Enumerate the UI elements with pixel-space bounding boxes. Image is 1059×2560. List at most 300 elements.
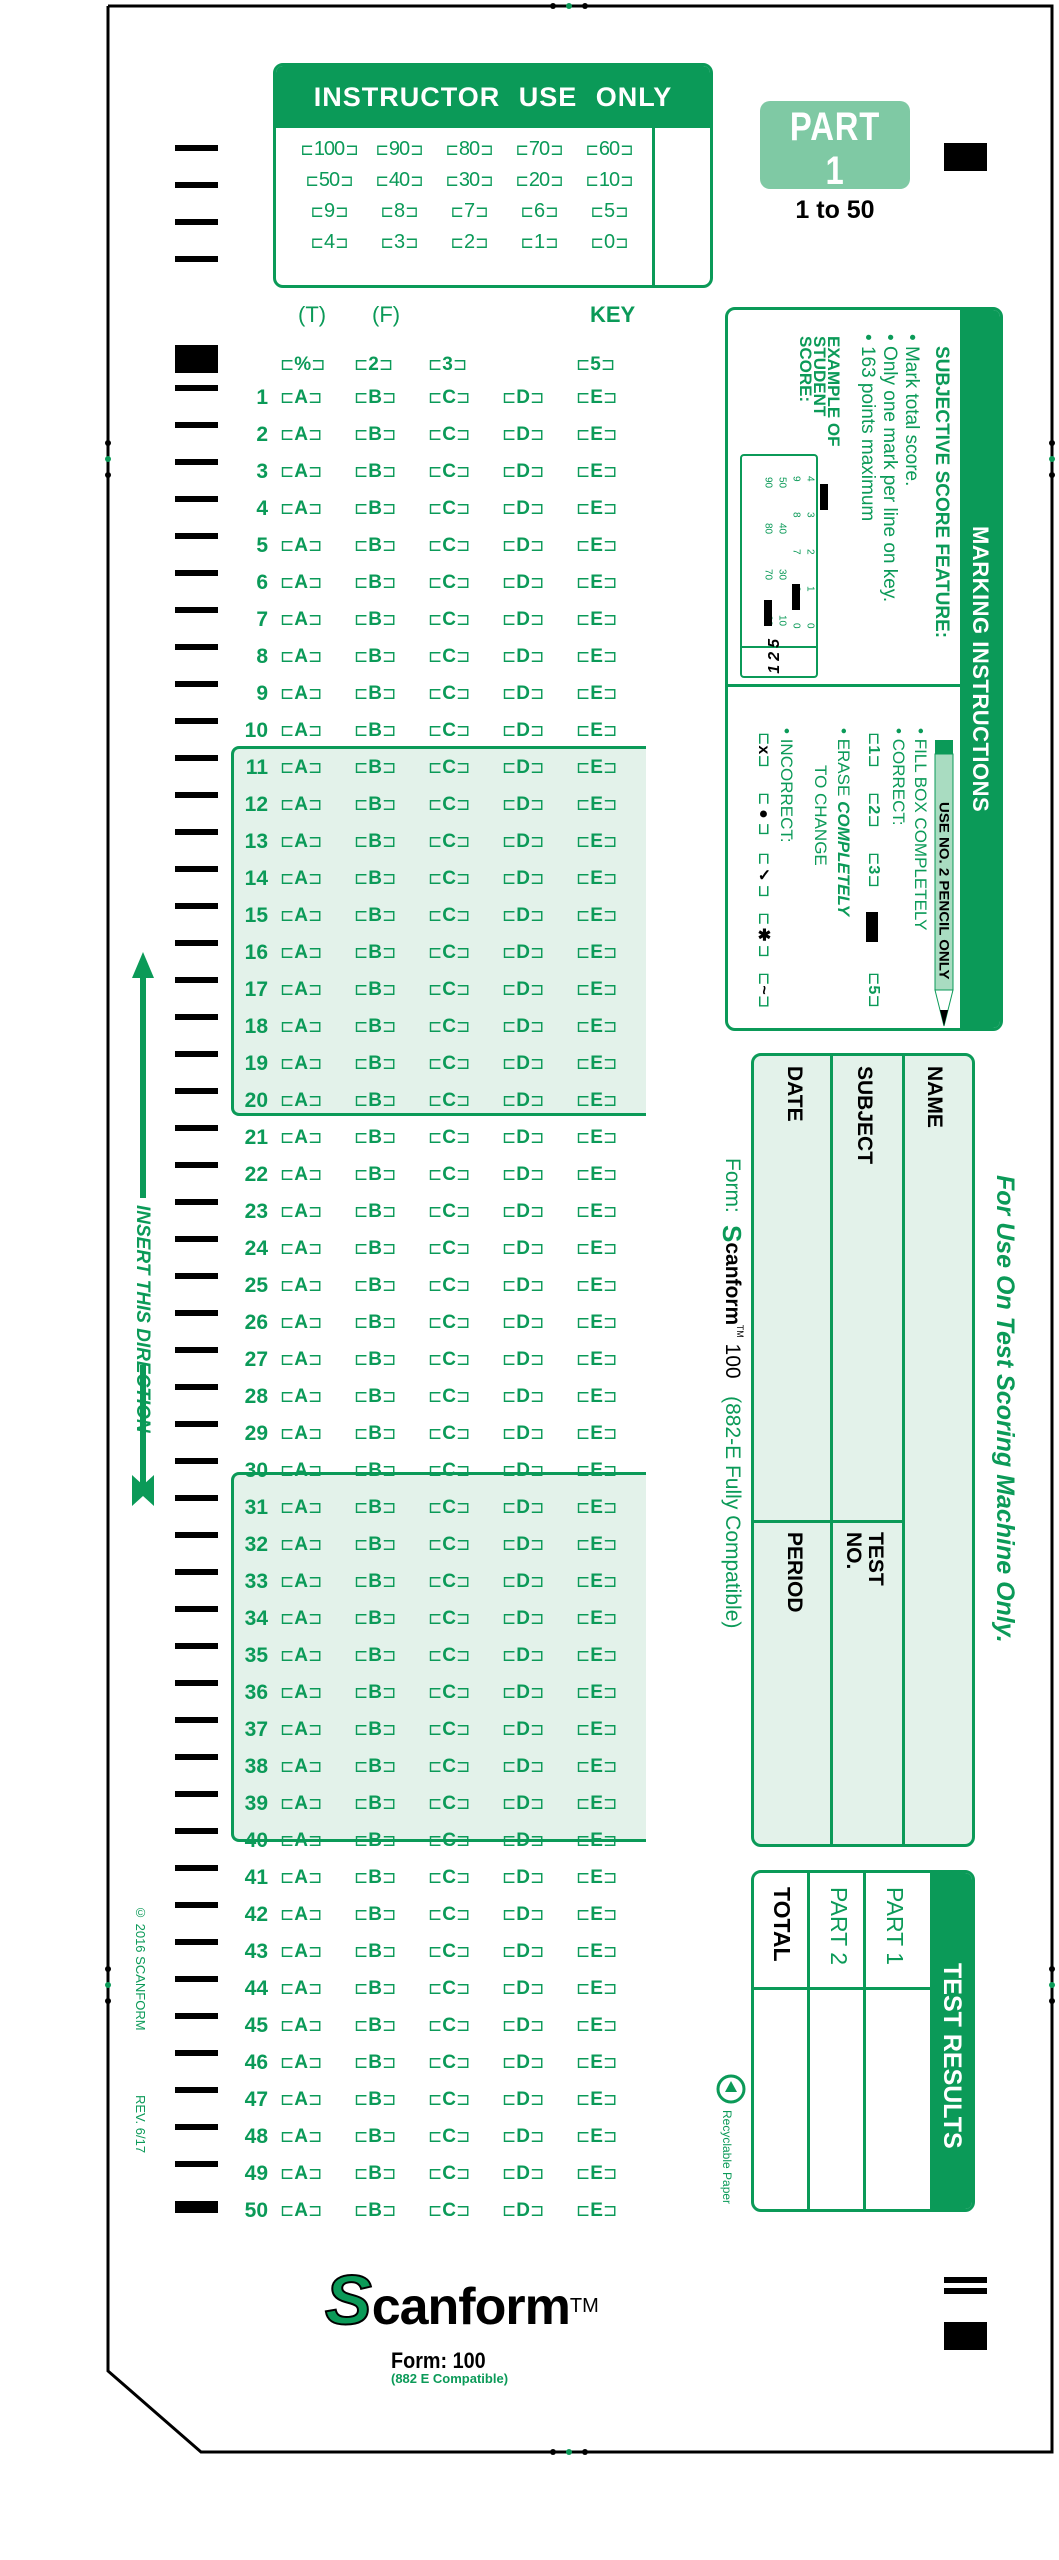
answer-bubble-d[interactable]: ⊏ D ⊐: [502, 1497, 576, 1519]
answer-bubble-d[interactable]: ⊏ D ⊐: [502, 757, 576, 779]
period-field[interactable]: PERIOD: [783, 1532, 806, 1613]
part-badge-title: PART 1: [789, 105, 881, 193]
timing-mark: [175, 1014, 218, 1020]
answer-bubble-e[interactable]: ⊏ E ⊐: [576, 2200, 650, 2222]
answer-bubble-c[interactable]: ⊏ C ⊐: [428, 1608, 502, 1630]
answer-bubble-d[interactable]: ⊏ D ⊐: [502, 1423, 576, 1445]
answer-bubble-c[interactable]: ⊏ C ⊐: [428, 2200, 502, 2222]
answer-bubble-a[interactable]: ⊏ A ⊐: [280, 2126, 354, 2148]
answer-bubble-e[interactable]: ⊏ E ⊐: [576, 2163, 650, 2185]
answer-bubble-c[interactable]: ⊏ C ⊐: [428, 1386, 502, 1408]
answer-bubble-e[interactable]: ⊏ E ⊐: [576, 1090, 650, 1112]
answer-bubble-c[interactable]: ⊏ C ⊐: [428, 1460, 502, 1482]
answer-bubble-e[interactable]: ⊏ E ⊐: [576, 757, 650, 779]
answer-bubble-b[interactable]: ⊏ B ⊐: [354, 1608, 428, 1630]
answer-bubble-c[interactable]: ⊏ C ⊐: [428, 979, 502, 1001]
answer-bubble-a[interactable]: ⊏ A ⊐: [280, 572, 354, 594]
answer-bubble-c[interactable]: ⊏ C ⊐: [428, 1164, 502, 1186]
answer-bubble-c[interactable]: ⊏ C ⊐: [428, 461, 502, 483]
answer-bubble-e[interactable]: ⊏ E ⊐: [576, 1312, 650, 1334]
answer-bubble-e[interactable]: ⊏ E ⊐: [576, 794, 650, 816]
answer-bubble-d[interactable]: ⊏ D ⊐: [502, 868, 576, 890]
answer-bubble-d[interactable]: ⊏ D ⊐: [502, 1830, 576, 1852]
instructor-score-bubble[interactable]: ⊏ 50 ⊐: [294, 169, 364, 192]
answer-bubble-b[interactable]: ⊏ B ⊐: [354, 2163, 428, 2185]
answer-bubble-c[interactable]: ⊏ C ⊐: [428, 1682, 502, 1704]
answer-bubble-b[interactable]: ⊏ B ⊐: [354, 2089, 428, 2111]
question-number: 14: [244, 867, 268, 890]
answer-bubble-d[interactable]: ⊏ D ⊐: [502, 646, 576, 668]
answer-bubble-a[interactable]: ⊏ A ⊐: [280, 2089, 354, 2111]
answer-bubble-d[interactable]: ⊏ D ⊐: [502, 794, 576, 816]
answer-bubble-e[interactable]: ⊏ E ⊐: [576, 905, 650, 927]
answer-bubble-a[interactable]: ⊏ A ⊐: [280, 1127, 354, 1149]
answer-bubble-c[interactable]: ⊏ C ⊐: [428, 942, 502, 964]
answer-bubble-c[interactable]: ⊏ C ⊐: [428, 1016, 502, 1038]
instructor-score-bubble[interactable]: ⊏ 100 ⊐: [294, 138, 364, 161]
answer-row: [230, 1419, 650, 1449]
instructor-score-bubble[interactable]: ⊏ 70 ⊐: [504, 138, 574, 161]
instructor-score-bubble[interactable]: ⊏ 4 ⊐: [294, 231, 364, 254]
test-no-field[interactable]: TEST NO.: [842, 1532, 887, 1586]
answer-bubble-c[interactable]: ⊏ C ⊐: [428, 1867, 502, 1889]
answer-bubble-b[interactable]: ⊏ B ⊐: [354, 1275, 428, 1297]
answer-bubble-c[interactable]: ⊏ C ⊐: [428, 1756, 502, 1778]
answer-bubble-d[interactable]: ⊏ D ⊐: [502, 1016, 576, 1038]
subjective-bullet-2: • Only one mark per line on key.: [879, 334, 900, 603]
answer-bubble-a[interactable]: ⊏ A ⊐: [280, 1238, 354, 1260]
part2-result-label[interactable]: PART 2: [826, 1887, 852, 1965]
answer-bubble-b[interactable]: ⊏ B ⊐: [354, 1867, 428, 1889]
answer-bubble-b[interactable]: ⊏ B ⊐: [354, 1201, 428, 1223]
answer-bubble-b[interactable]: ⊏ B ⊐: [354, 461, 428, 483]
answer-bubble-b[interactable]: ⊏ B ⊐: [354, 646, 428, 668]
answer-bubble-b[interactable]: ⊏ B ⊐: [354, 1719, 428, 1741]
answer-bubble-b[interactable]: ⊏ B ⊐: [354, 1941, 428, 1963]
answer-bubble-e[interactable]: ⊏ E ⊐: [576, 424, 650, 446]
answer-bubble-b[interactable]: ⊏ B ⊐: [354, 683, 428, 705]
answer-bubble-e[interactable]: ⊏ E ⊐: [576, 2126, 650, 2148]
answer-bubble-a[interactable]: ⊏ A ⊐: [280, 683, 354, 705]
answer-bubble-a[interactable]: ⊏ A ⊐: [280, 1793, 354, 1815]
answer-bubble-b[interactable]: ⊏ B ⊐: [354, 2052, 428, 2074]
answer-bubble-a[interactable]: ⊏ A ⊐: [280, 1534, 354, 1556]
answer-bubble-e[interactable]: ⊏ E ⊐: [576, 1682, 650, 1704]
answer-bubble-d[interactable]: ⊏ D ⊐: [502, 2052, 576, 2074]
answer-bubble-d[interactable]: ⊏ D ⊐: [502, 424, 576, 446]
answer-bubble-e[interactable]: ⊏ E ⊐: [576, 1386, 650, 1408]
answer-bubble-b[interactable]: ⊏ B ⊐: [354, 1127, 428, 1149]
answer-bubble-e[interactable]: ⊏ E ⊐: [576, 1571, 650, 1593]
answer-bubble-d[interactable]: ⊏ D ⊐: [502, 905, 576, 927]
answer-bubble-c[interactable]: ⊏ C ⊐: [428, 387, 502, 409]
answer-bubble-a[interactable]: ⊏ A ⊐: [280, 2015, 354, 2037]
answer-bubble-b[interactable]: ⊏ B ⊐: [354, 1756, 428, 1778]
answer-bubble-a[interactable]: ⊏ A ⊐: [280, 2200, 354, 2222]
answer-bubble-e[interactable]: ⊏ E ⊐: [576, 1941, 650, 1963]
answer-bubble-b[interactable]: ⊏ B ⊐: [354, 905, 428, 927]
answer-bubble-d[interactable]: ⊏ D ⊐: [502, 1460, 576, 1482]
answer-bubble-d[interactable]: ⊏ D ⊐: [502, 535, 576, 557]
answer-bubble-a[interactable]: ⊏ A ⊐: [280, 1571, 354, 1593]
answer-bubble-d[interactable]: ⊏ D ⊐: [502, 2089, 576, 2111]
answer-bubble-e[interactable]: ⊏ E ⊐: [576, 572, 650, 594]
total-result-label[interactable]: TOTAL: [769, 1887, 795, 1962]
answer-bubble-d[interactable]: ⊏ D ⊐: [502, 1682, 576, 1704]
answer-bubble-c[interactable]: ⊏ C ⊐: [428, 1497, 502, 1519]
answer-bubble-d[interactable]: ⊏ D ⊐: [502, 2126, 576, 2148]
answer-bubble-d[interactable]: ⊏ D ⊐: [502, 461, 576, 483]
answer-bubble-d[interactable]: ⊏ D ⊐: [502, 1164, 576, 1186]
test-results-box: [751, 1870, 975, 2212]
answer-bubble-d[interactable]: ⊏ D ⊐: [502, 1053, 576, 1075]
answer-bubble-c[interactable]: ⊏ C ⊐: [428, 1830, 502, 1852]
answer-bubble-b[interactable]: ⊏ B ⊐: [354, 2200, 428, 2222]
answer-bubble-c[interactable]: ⊏ C ⊐: [428, 498, 502, 520]
answer-bubble-e[interactable]: ⊏ E ⊐: [576, 1534, 650, 1556]
answer-bubble-e[interactable]: ⊏ E ⊐: [576, 1608, 650, 1630]
answer-bubble-b[interactable]: ⊏ B ⊐: [354, 2126, 428, 2148]
answer-bubble-a[interactable]: ⊏ A ⊐: [280, 831, 354, 853]
answer-bubble-a[interactable]: ⊏ A ⊐: [280, 1941, 354, 1963]
answer-bubble-a[interactable]: ⊏ A ⊐: [280, 2163, 354, 2185]
answer-bubble-e[interactable]: ⊏ E ⊐: [576, 1423, 650, 1445]
answer-bubble-c[interactable]: ⊏ C ⊐: [428, 609, 502, 631]
answer-bubble-e[interactable]: ⊏ E ⊐: [576, 1978, 650, 2000]
answer-bubble-e[interactable]: ⊏ E ⊐: [576, 2015, 650, 2037]
answer-bubble-d[interactable]: ⊏ D ⊐: [502, 572, 576, 594]
instructor-score-bubble[interactable]: ⊏ 3 ⊐: [364, 231, 434, 254]
answer-bubble-a[interactable]: ⊏ A ⊐: [280, 1312, 354, 1334]
answer-bubble-e[interactable]: ⊏ E ⊐: [576, 979, 650, 1001]
answer-bubble-d[interactable]: ⊏ D ⊐: [502, 979, 576, 1001]
answer-bubble-a[interactable]: ⊏ A ⊐: [280, 1164, 354, 1186]
answer-bubble-b[interactable]: ⊏ B ⊐: [354, 1423, 428, 1445]
answer-bubble-e[interactable]: ⊏ E ⊐: [576, 942, 650, 964]
answer-bubble-d[interactable]: ⊏ D ⊐: [502, 1719, 576, 1741]
instructor-score-bubble[interactable]: ⊏ 5 ⊐: [574, 200, 644, 223]
answer-bubble-a[interactable]: ⊏ A ⊐: [280, 1830, 354, 1852]
instructor-score-bubble[interactable]: ⊏ 10 ⊐: [574, 169, 644, 192]
answer-bubble-d[interactable]: ⊏ D ⊐: [502, 609, 576, 631]
answer-bubble-d[interactable]: ⊏ D ⊐: [502, 2015, 576, 2037]
answer-bubble-c[interactable]: ⊏ C ⊐: [428, 2089, 502, 2111]
question-number: 40: [244, 1829, 268, 1852]
answer-bubble-a[interactable]: ⊏ A ⊐: [280, 1497, 354, 1519]
name-field[interactable]: NAME: [923, 1066, 946, 1128]
answer-row: [230, 864, 650, 894]
answer-bubble-e[interactable]: ⊏ E ⊐: [576, 1164, 650, 1186]
answer-bubble-d[interactable]: ⊏ D ⊐: [502, 1904, 576, 1926]
erase-instruction-cont: TO CHANGE: [811, 765, 830, 866]
answer-bubble-b[interactable]: ⊏ B ⊐: [354, 498, 428, 520]
key-bubble[interactable]: ⊏ 2 ⊐: [354, 354, 428, 376]
answer-bubble-a[interactable]: ⊏ A ⊐: [280, 646, 354, 668]
answer-bubble-c[interactable]: ⊏ C ⊐: [428, 1127, 502, 1149]
answer-bubble-c[interactable]: ⊏ C ⊐: [428, 424, 502, 446]
answer-bubble-d[interactable]: ⊏ D ⊐: [502, 1312, 576, 1334]
answer-bubble-b[interactable]: ⊏ B ⊐: [354, 609, 428, 631]
answer-bubble-a[interactable]: ⊏ A ⊐: [280, 461, 354, 483]
answer-bubble-b[interactable]: ⊏ B ⊐: [354, 1386, 428, 1408]
answer-bubble-c[interactable]: ⊏ C ⊐: [428, 535, 502, 557]
answer-bubble-b[interactable]: ⊏ B ⊐: [354, 757, 428, 779]
instructor-score-bubble[interactable]: ⊏ 6 ⊐: [504, 200, 574, 223]
answer-bubble-c[interactable]: ⊏ C ⊐: [428, 1904, 502, 1926]
answer-bubble-d[interactable]: ⊏ D ⊐: [502, 498, 576, 520]
answer-bubble-a[interactable]: ⊏ A ⊐: [280, 1016, 354, 1038]
answer-bubble-c[interactable]: ⊏ C ⊐: [428, 794, 502, 816]
answer-bubble-a[interactable]: ⊏ A ⊐: [280, 720, 354, 742]
answer-bubble-d[interactable]: ⊏ D ⊐: [502, 1608, 576, 1630]
answer-bubble-b[interactable]: ⊏ B ⊐: [354, 1460, 428, 1482]
instructor-score-bubble[interactable]: ⊏ 8 ⊐: [364, 200, 434, 223]
answer-bubble-e[interactable]: ⊏ E ⊐: [576, 1867, 650, 1889]
answer-bubble-c[interactable]: ⊏ C ⊐: [428, 868, 502, 890]
answer-bubble-b[interactable]: ⊏ B ⊐: [354, 831, 428, 853]
answer-bubble-c[interactable]: ⊏ C ⊐: [428, 572, 502, 594]
instructor-score-bubble[interactable]: ⊏ 90 ⊐: [364, 138, 434, 161]
answer-bubble-b[interactable]: ⊏ B ⊐: [354, 1793, 428, 1815]
answer-bubble-e[interactable]: ⊏ E ⊐: [576, 1127, 650, 1149]
answer-bubble-e[interactable]: ⊏ E ⊐: [576, 1349, 650, 1371]
answer-bubble-a[interactable]: ⊏ A ⊐: [280, 905, 354, 927]
answer-bubble-a[interactable]: ⊏ A ⊐: [280, 794, 354, 816]
answer-bubble-d[interactable]: ⊏ D ⊐: [502, 720, 576, 742]
answer-bubble-c[interactable]: ⊏ C ⊐: [428, 683, 502, 705]
answer-bubble-c[interactable]: ⊏ C ⊐: [428, 1090, 502, 1112]
answer-bubble-c[interactable]: ⊏ C ⊐: [428, 1349, 502, 1371]
answer-bubble-e[interactable]: ⊏ E ⊐: [576, 1497, 650, 1519]
instructor-score-bubble[interactable]: ⊏ 1 ⊐: [504, 231, 574, 254]
answer-bubble-a[interactable]: ⊏ A ⊐: [280, 1275, 354, 1297]
answer-bubble-b[interactable]: ⊏ B ⊐: [354, 535, 428, 557]
answer-bubble-e[interactable]: ⊏ E ⊐: [576, 609, 650, 631]
answer-bubble-b[interactable]: ⊏ B ⊐: [354, 1682, 428, 1704]
answer-bubble-d[interactable]: ⊏ D ⊐: [502, 1793, 576, 1815]
question-number: 34: [244, 1607, 268, 1630]
answer-bubble-a[interactable]: ⊏ A ⊐: [280, 868, 354, 890]
instructor-score-bubble[interactable]: ⊏ 2 ⊐: [434, 231, 504, 254]
answer-bubble-b[interactable]: ⊏ B ⊐: [354, 1090, 428, 1112]
answer-bubble-e[interactable]: ⊏ E ⊐: [576, 1830, 650, 1852]
answer-bubble-e[interactable]: ⊏ E ⊐: [576, 535, 650, 557]
answer-bubble-e[interactable]: ⊏ E ⊐: [576, 498, 650, 520]
timing-mark: [175, 755, 218, 761]
answer-bubble-c[interactable]: ⊏ C ⊐: [428, 1941, 502, 1963]
answer-bubble-b[interactable]: ⊏ B ⊐: [354, 1645, 428, 1667]
answer-bubble-e[interactable]: ⊏ E ⊐: [576, 1719, 650, 1741]
answer-bubble-a[interactable]: ⊏ A ⊐: [280, 535, 354, 557]
answer-bubble-e[interactable]: ⊏ E ⊐: [576, 683, 650, 705]
answer-bubble-e[interactable]: ⊏ E ⊐: [576, 1275, 650, 1297]
answer-bubble-b[interactable]: ⊏ B ⊐: [354, 1238, 428, 1260]
answer-bubble-e[interactable]: ⊏ E ⊐: [576, 1053, 650, 1075]
instructor-score-bubble[interactable]: ⊏ 30 ⊐: [434, 169, 504, 192]
answer-bubble-c[interactable]: ⊏ C ⊐: [428, 646, 502, 668]
answer-bubble-d[interactable]: ⊏ D ⊐: [502, 387, 576, 409]
answer-bubble-c[interactable]: ⊏ C ⊐: [428, 1423, 502, 1445]
answer-bubble-c[interactable]: ⊏ C ⊐: [428, 2126, 502, 2148]
answer-bubble-b[interactable]: ⊏ B ⊐: [354, 1349, 428, 1371]
answer-bubble-c[interactable]: ⊏ C ⊐: [428, 1275, 502, 1297]
answer-bubble-d[interactable]: ⊏ D ⊐: [502, 1645, 576, 1667]
answer-bubble-c[interactable]: ⊏ C ⊐: [428, 1719, 502, 1741]
answer-bubble-c[interactable]: ⊏ C ⊐: [428, 1053, 502, 1075]
answer-bubble-d[interactable]: ⊏ D ⊐: [502, 2163, 576, 2185]
answer-bubble-e[interactable]: ⊏ E ⊐: [576, 2089, 650, 2111]
answer-bubble-e[interactable]: ⊏ E ⊐: [576, 1793, 650, 1815]
answer-bubble-e[interactable]: ⊏ E ⊐: [576, 646, 650, 668]
answer-bubble-c[interactable]: ⊏ C ⊐: [428, 1238, 502, 1260]
answer-bubble-d[interactable]: ⊏ D ⊐: [502, 1571, 576, 1593]
subject-field[interactable]: SUBJECT: [853, 1066, 876, 1165]
answer-bubble-b[interactable]: ⊏ B ⊐: [354, 1534, 428, 1556]
answer-bubble-b[interactable]: ⊏ B ⊐: [354, 794, 428, 816]
answer-bubble-b[interactable]: ⊏ B ⊐: [354, 942, 428, 964]
answer-bubble-d[interactable]: ⊏ D ⊐: [502, 1386, 576, 1408]
answer-bubble-c[interactable]: ⊏ C ⊐: [428, 2015, 502, 2037]
answer-bubble-b[interactable]: ⊏ B ⊐: [354, 720, 428, 742]
answer-bubble-e[interactable]: ⊏ E ⊐: [576, 1016, 650, 1038]
answer-bubble-a[interactable]: ⊏ A ⊐: [280, 1645, 354, 1667]
answer-bubble-d[interactable]: ⊏ D ⊐: [502, 942, 576, 964]
answer-bubble-e[interactable]: ⊏ E ⊐: [576, 1238, 650, 1260]
answer-bubble-b[interactable]: ⊏ B ⊐: [354, 424, 428, 446]
answer-bubble-c[interactable]: ⊏ C ⊐: [428, 2052, 502, 2074]
instructor-score-bubble[interactable]: ⊏ 40 ⊐: [364, 169, 434, 192]
answer-bubble-a[interactable]: ⊏ A ⊐: [280, 979, 354, 1001]
answer-bubble-c[interactable]: ⊏ C ⊐: [428, 1201, 502, 1223]
answer-bubble-d[interactable]: ⊏ D ⊐: [502, 1349, 576, 1371]
key-bubble[interactable]: ⊏ 5 ⊐: [576, 354, 650, 376]
answer-bubble-b[interactable]: ⊏ B ⊐: [354, 1830, 428, 1852]
answer-bubble-c[interactable]: ⊏ C ⊐: [428, 905, 502, 927]
answer-bubble-b[interactable]: ⊏ B ⊐: [354, 868, 428, 890]
example-score-bubble: 30: [776, 569, 788, 581]
instructor-score-bubble[interactable]: ⊏ 9 ⊐: [294, 200, 364, 223]
answer-bubble-b[interactable]: ⊏ B ⊐: [354, 979, 428, 1001]
answer-bubble-a[interactable]: ⊏ A ⊐: [280, 2052, 354, 2074]
answer-bubble-d[interactable]: ⊏ D ⊐: [502, 1238, 576, 1260]
answer-bubble-c[interactable]: ⊏ C ⊐: [428, 1793, 502, 1815]
answer-bubble-d[interactable]: ⊏ D ⊐: [502, 1127, 576, 1149]
answer-bubble-d[interactable]: ⊏ D ⊐: [502, 831, 576, 853]
answer-bubble-e[interactable]: ⊏ E ⊐: [576, 1756, 650, 1778]
answer-bubble-b[interactable]: ⊏ B ⊐: [354, 572, 428, 594]
answer-bubble-c[interactable]: ⊏ C ⊐: [428, 1312, 502, 1334]
answer-bubble-c[interactable]: ⊏ C ⊐: [428, 720, 502, 742]
timing-mark: [175, 2013, 218, 2019]
answer-bubble-a[interactable]: ⊏ A ⊐: [280, 1460, 354, 1482]
answer-bubble-e[interactable]: ⊏ E ⊐: [576, 868, 650, 890]
answer-bubble-d[interactable]: ⊏ D ⊐: [502, 1534, 576, 1556]
answer-bubble-a[interactable]: ⊏ A ⊐: [280, 1090, 354, 1112]
answer-bubble-b[interactable]: ⊏ B ⊐: [354, 387, 428, 409]
answer-bubble-c[interactable]: ⊏ C ⊐: [428, 831, 502, 853]
incorrect-label: • INCORRECT:: [777, 728, 796, 843]
instructor-score-bubble[interactable]: ⊏ 0 ⊐: [574, 231, 644, 254]
answer-bubble-b[interactable]: ⊏ B ⊐: [354, 1904, 428, 1926]
answer-bubble-e[interactable]: ⊏ E ⊐: [576, 1201, 650, 1223]
answer-bubble-b[interactable]: ⊏ B ⊐: [354, 1016, 428, 1038]
answer-bubble-d[interactable]: ⊏ D ⊐: [502, 1756, 576, 1778]
answer-bubble-b[interactable]: ⊏ B ⊐: [354, 1053, 428, 1075]
answer-bubble-a[interactable]: ⊏ A ⊐: [280, 1719, 354, 1741]
answer-bubble-a[interactable]: ⊏ A ⊐: [280, 757, 354, 779]
answer-bubble-d[interactable]: ⊏ D ⊐: [502, 1867, 576, 1889]
answer-bubble-a[interactable]: ⊏ A ⊐: [280, 424, 354, 446]
instructor-score-bubble[interactable]: ⊏ 60 ⊐: [574, 138, 644, 161]
answer-bubble-b[interactable]: ⊏ B ⊐: [354, 2015, 428, 2037]
instructor-score-bubble[interactable]: ⊏ 7 ⊐: [434, 200, 504, 223]
example-score-bubble: 0: [804, 622, 816, 629]
answer-bubble-a[interactable]: ⊏ A ⊐: [280, 1201, 354, 1223]
answer-bubble-c[interactable]: ⊏ C ⊐: [428, 1978, 502, 2000]
answer-bubble-a[interactable]: ⊏ A ⊐: [280, 942, 354, 964]
answer-bubble-a[interactable]: ⊏ A ⊐: [280, 498, 354, 520]
answer-bubble-a[interactable]: ⊏ A ⊐: [280, 1386, 354, 1408]
answer-bubble-e[interactable]: ⊏ E ⊐: [576, 831, 650, 853]
answer-bubble-a[interactable]: ⊏ A ⊐: [280, 1682, 354, 1704]
key-bubble[interactable]: ⊏ % ⊐: [280, 354, 354, 376]
answer-bubble-a[interactable]: ⊏ A ⊐: [280, 1867, 354, 1889]
date-field[interactable]: DATE: [783, 1066, 806, 1122]
answer-bubble-d[interactable]: ⊏ D ⊐: [502, 2200, 576, 2222]
answer-bubble-e[interactable]: ⊏ E ⊐: [576, 2052, 650, 2074]
answer-bubble-a[interactable]: ⊏ A ⊐: [280, 1978, 354, 2000]
key-bubble[interactable]: ⊏ 3 ⊐: [428, 354, 502, 376]
answer-bubble-a[interactable]: ⊏ A ⊐: [280, 1608, 354, 1630]
answer-bubble-d[interactable]: ⊏ D ⊐: [502, 683, 576, 705]
answer-bubble-b[interactable]: ⊏ B ⊐: [354, 1164, 428, 1186]
answer-bubble-b[interactable]: ⊏ B ⊐: [354, 1312, 428, 1334]
answer-bubble-a[interactable]: ⊏ A ⊐: [280, 1756, 354, 1778]
answer-bubble-b[interactable]: ⊏ B ⊐: [354, 1978, 428, 2000]
answer-bubble-a[interactable]: ⊏ A ⊐: [280, 1053, 354, 1075]
answer-bubble-a[interactable]: ⊏ A ⊐: [280, 1423, 354, 1445]
answer-bubble-d[interactable]: ⊏ D ⊐: [502, 1090, 576, 1112]
answer-bubble-e[interactable]: ⊏ E ⊐: [576, 720, 650, 742]
answer-bubble-d[interactable]: ⊏ D ⊐: [502, 1275, 576, 1297]
question-number: 6: [256, 571, 268, 594]
answer-bubble-c[interactable]: ⊏ C ⊐: [428, 1645, 502, 1667]
answer-bubble-c[interactable]: ⊏ C ⊐: [428, 1534, 502, 1556]
registration-mark: [566, 2449, 572, 2455]
instructor-score-bubble[interactable]: ⊏ 20 ⊐: [504, 169, 574, 192]
answer-bubble-c[interactable]: ⊏ C ⊐: [428, 2163, 502, 2185]
answer-bubble-d[interactable]: ⊏ D ⊐: [502, 1978, 576, 2000]
answer-bubble-e[interactable]: ⊏ E ⊐: [576, 1460, 650, 1482]
instructor-score-bubble[interactable]: ⊏ 80 ⊐: [434, 138, 504, 161]
answer-bubble-e[interactable]: ⊏ E ⊐: [576, 1645, 650, 1667]
answer-bubble-b[interactable]: ⊏ B ⊐: [354, 1571, 428, 1593]
answer-bubble-b[interactable]: ⊏ B ⊐: [354, 1497, 428, 1519]
answer-bubble-a[interactable]: ⊏ A ⊐: [280, 1904, 354, 1926]
answer-bubble-a[interactable]: ⊏ A ⊐: [280, 1349, 354, 1371]
answer-bubble-e[interactable]: ⊏ E ⊐: [576, 387, 650, 409]
answer-bubble-d[interactable]: ⊏ D ⊐: [502, 1941, 576, 1963]
answer-bubble-c[interactable]: ⊏ C ⊐: [428, 757, 502, 779]
part1-result-label[interactable]: PART 1: [882, 1887, 908, 1965]
answer-bubble-e[interactable]: ⊏ E ⊐: [576, 461, 650, 483]
answer-bubble-e[interactable]: ⊏ E ⊐: [576, 1904, 650, 1926]
answer-bubble-a[interactable]: ⊏ A ⊐: [280, 387, 354, 409]
answer-bubble-d[interactable]: ⊏ D ⊐: [502, 1201, 576, 1223]
answer-bubble-a[interactable]: ⊏ A ⊐: [280, 609, 354, 631]
answer-row: [230, 753, 650, 783]
answer-bubble-c[interactable]: ⊏ C ⊐: [428, 1571, 502, 1593]
